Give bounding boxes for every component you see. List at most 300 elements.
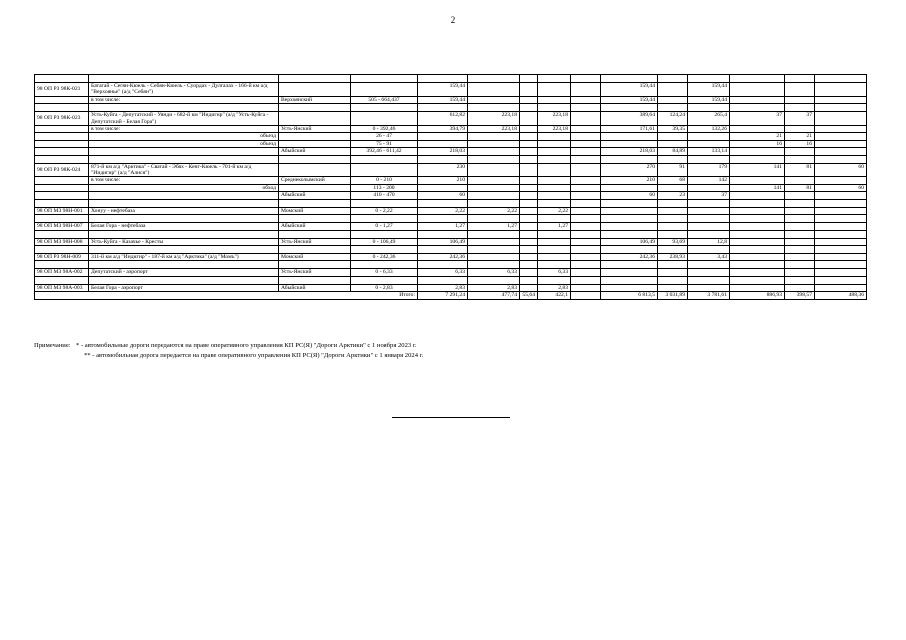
value-cell xyxy=(538,253,571,260)
blank-cell xyxy=(468,155,520,163)
blank-cell xyxy=(279,104,351,112)
blank-cell xyxy=(688,230,730,238)
blank-cell xyxy=(279,199,351,207)
value-cell xyxy=(658,83,688,97)
value-cell xyxy=(520,177,538,184)
blank-cell xyxy=(89,75,279,83)
road-code-cell: 98 ОП МЗ 98А-002 xyxy=(35,269,89,276)
blank-row xyxy=(35,215,867,223)
road-name-cell: Хонуу - нефтебаза xyxy=(89,207,279,214)
value-cell xyxy=(815,140,867,147)
km-range-cell: 113 - 200 xyxy=(351,184,418,191)
total-value-cell: 398,57 xyxy=(785,292,815,299)
value-cell: 23 xyxy=(658,192,688,199)
blank-cell xyxy=(89,276,279,284)
value-cell: 2,83 xyxy=(418,284,468,291)
value-cell xyxy=(730,207,785,214)
value-cell: 159,44 xyxy=(418,83,468,97)
blank-cell xyxy=(351,104,418,112)
value-cell xyxy=(730,126,785,133)
value-cell xyxy=(785,253,815,260)
total-value-cell: 886,93 xyxy=(730,292,785,299)
blank-cell xyxy=(785,276,815,284)
blank-cell xyxy=(468,276,520,284)
blank-cell xyxy=(658,230,688,238)
value-cell: 132,26 xyxy=(688,126,730,133)
km-range-cell: 75 - 91 xyxy=(351,140,418,147)
road-name-cell: объезд xyxy=(89,133,279,140)
page-number: 2 xyxy=(450,15,456,25)
blank-cell xyxy=(520,276,538,284)
table-row xyxy=(35,184,867,191)
value-cell xyxy=(520,140,538,147)
value-cell: 159,44 xyxy=(601,96,658,103)
blank-cell xyxy=(658,215,688,223)
road-code-cell xyxy=(35,148,89,155)
blank-cell xyxy=(658,199,688,207)
value-cell: 1,27 xyxy=(418,223,468,230)
district-cell: Среднеколымский xyxy=(279,177,351,184)
road-code-cell: 98 ОП РЗ 98К-021 xyxy=(35,83,89,97)
value-cell: 223,18 xyxy=(468,126,520,133)
road-name-cell: Белая Гора - аэропорт xyxy=(89,284,279,291)
value-cell xyxy=(815,96,867,103)
blank-cell xyxy=(571,276,601,284)
note-1: * - автомобильные дороги передаются на праве оперативного управления КП РС(Я) "Дороги Арктики" с 1 ноября 2023 г. xyxy=(76,342,417,349)
value-cell xyxy=(785,238,815,245)
blank-cell xyxy=(785,75,815,83)
total-row xyxy=(35,292,867,299)
value-cell xyxy=(785,284,815,291)
value-cell: 12,8 xyxy=(688,238,730,245)
value-cell xyxy=(601,140,658,147)
blank-cell xyxy=(468,104,520,112)
value-cell xyxy=(815,83,867,97)
blank-row xyxy=(35,155,867,163)
value-cell: 389,64 xyxy=(601,112,658,126)
value-cell xyxy=(785,148,815,155)
road-name-cell: Усть-Куйга - Депутатский - Уянди - 682-й км "Индигир" (а/д "Усть-Куйга - Депутатский - Белая Гора") xyxy=(89,112,279,126)
district-cell xyxy=(279,184,351,191)
blank-cell xyxy=(785,104,815,112)
total-value-cell: 3 031,89 xyxy=(658,292,688,299)
blank-cell xyxy=(351,155,418,163)
value-cell: 2,22 xyxy=(538,207,571,214)
road-code-cell: 98 ОП МЗ 98А-003 xyxy=(35,284,89,291)
value-cell xyxy=(601,207,658,214)
value-cell xyxy=(730,253,785,260)
blank-cell xyxy=(538,230,571,238)
blank-cell xyxy=(730,245,785,253)
blank-cell xyxy=(688,155,730,163)
value-cell: 37 xyxy=(730,112,785,126)
blank-cell xyxy=(468,230,520,238)
value-cell xyxy=(571,269,601,276)
value-cell xyxy=(571,207,601,214)
value-cell xyxy=(815,126,867,133)
value-cell xyxy=(815,207,867,214)
value-cell: 60 xyxy=(815,163,867,177)
road-name-cell: Депутатский - аэропорт xyxy=(89,269,279,276)
value-cell xyxy=(538,148,571,155)
value-cell xyxy=(520,284,538,291)
blank-cell xyxy=(730,230,785,238)
blank-cell xyxy=(351,75,418,83)
blank-cell xyxy=(730,261,785,269)
value-cell: 223,18 xyxy=(538,112,571,126)
value-cell xyxy=(730,83,785,97)
value-cell: 3,43 xyxy=(688,253,730,260)
value-cell xyxy=(418,133,468,140)
blank-cell xyxy=(538,245,571,253)
value-cell xyxy=(601,269,658,276)
table-row xyxy=(35,83,867,97)
value-cell: 394,79 xyxy=(418,126,468,133)
road-code-cell xyxy=(35,133,89,140)
blank-cell xyxy=(688,276,730,284)
value-cell xyxy=(688,223,730,230)
blank-cell xyxy=(89,245,279,253)
value-cell xyxy=(538,96,571,103)
value-cell: 179 xyxy=(688,163,730,177)
value-cell xyxy=(538,163,571,177)
blank-row xyxy=(35,230,867,238)
blank-cell xyxy=(468,245,520,253)
value-cell xyxy=(468,184,520,191)
blank-cell xyxy=(785,155,815,163)
blank-cell xyxy=(89,199,279,207)
value-cell xyxy=(658,284,688,291)
value-cell xyxy=(730,96,785,103)
value-cell: 265,4 xyxy=(688,112,730,126)
value-cell xyxy=(468,96,520,103)
km-range-cell: 0 - 210 xyxy=(351,177,418,184)
blank-cell xyxy=(538,155,571,163)
value-cell xyxy=(468,140,520,147)
blank-cell xyxy=(571,261,601,269)
blank-cell xyxy=(815,104,867,112)
km-range-cell: 0 - 6,33 xyxy=(351,269,418,276)
value-cell xyxy=(571,163,601,177)
blank-cell xyxy=(730,155,785,163)
blank-cell xyxy=(601,276,658,284)
district-cell xyxy=(279,163,351,177)
district-cell: Абыйский xyxy=(279,223,351,230)
blank-cell xyxy=(815,199,867,207)
value-cell xyxy=(571,177,601,184)
blank-cell xyxy=(571,230,601,238)
blank-row xyxy=(35,245,867,253)
value-cell: 210 xyxy=(601,177,658,184)
value-cell xyxy=(468,148,520,155)
value-cell xyxy=(571,140,601,147)
district-cell: Момский xyxy=(279,253,351,260)
blank-cell xyxy=(89,230,279,238)
value-cell xyxy=(468,83,520,97)
blank-cell xyxy=(418,199,468,207)
blank-cell xyxy=(351,199,418,207)
km-range-cell: 0 - 392,46 xyxy=(351,126,418,133)
blank-cell xyxy=(601,245,658,253)
value-cell xyxy=(658,133,688,140)
value-cell xyxy=(730,284,785,291)
blank-cell xyxy=(601,75,658,83)
road-name-cell: Белая Гора - нефтебаза xyxy=(89,223,279,230)
value-cell xyxy=(520,192,538,199)
blank-cell xyxy=(468,199,520,207)
value-cell: 133,14 xyxy=(688,148,730,155)
value-cell xyxy=(658,207,688,214)
value-cell xyxy=(538,133,571,140)
blank-cell xyxy=(730,104,785,112)
blank-cell xyxy=(688,261,730,269)
value-cell xyxy=(785,177,815,184)
value-cell xyxy=(538,184,571,191)
value-cell xyxy=(520,148,538,155)
value-cell xyxy=(815,253,867,260)
blank-cell xyxy=(730,276,785,284)
blank-cell xyxy=(538,75,571,83)
blank-cell xyxy=(730,75,785,83)
value-cell: 60 xyxy=(815,184,867,191)
value-cell: 223,18 xyxy=(538,126,571,133)
value-cell xyxy=(520,112,538,126)
value-cell xyxy=(730,148,785,155)
blank-cell xyxy=(571,245,601,253)
road-code-cell: 98 ОП РЗ 98К-023 xyxy=(35,112,89,126)
value-cell: 16 xyxy=(730,140,785,147)
km-range-cell: 0 - 2,22 xyxy=(351,207,418,214)
value-cell xyxy=(785,96,815,103)
blank-cell xyxy=(418,75,468,83)
value-cell: 1,27 xyxy=(538,223,571,230)
value-cell xyxy=(815,269,867,276)
value-cell: 238,93 xyxy=(658,253,688,260)
value-cell xyxy=(785,223,815,230)
value-cell xyxy=(520,207,538,214)
value-cell xyxy=(688,133,730,140)
value-cell: 124,24 xyxy=(658,112,688,126)
total-label: Итого: xyxy=(35,292,418,299)
blank-row xyxy=(35,75,867,83)
km-range-cell: 26 - 47 xyxy=(351,133,418,140)
value-cell xyxy=(785,207,815,214)
road-code-cell: 98 ОП МЗ 98Н-008 xyxy=(35,238,89,245)
total-value-cell: 477,74 xyxy=(468,292,520,299)
value-cell: 6,33 xyxy=(418,269,468,276)
value-cell: 91 xyxy=(658,163,688,177)
blank-cell xyxy=(571,104,601,112)
blank-cell xyxy=(688,215,730,223)
value-cell: 2,83 xyxy=(538,284,571,291)
table-row xyxy=(35,284,867,291)
value-cell xyxy=(571,223,601,230)
km-range-cell: 0 - 1,27 xyxy=(351,223,418,230)
value-cell xyxy=(520,253,538,260)
value-cell xyxy=(538,83,571,97)
km-range-cell: 0 - 242,36 xyxy=(351,253,418,260)
value-cell xyxy=(785,192,815,199)
blank-row xyxy=(35,261,867,269)
blank-cell xyxy=(520,215,538,223)
blank-cell xyxy=(785,230,815,238)
value-cell: 141 xyxy=(730,163,785,177)
road-code-cell xyxy=(35,96,89,103)
road-name-cell: в том числе: xyxy=(89,126,279,133)
value-cell xyxy=(815,148,867,155)
blank-row xyxy=(35,276,867,284)
blank-cell xyxy=(730,199,785,207)
value-cell xyxy=(730,177,785,184)
value-cell: 60 xyxy=(418,192,468,199)
blank-cell xyxy=(351,215,418,223)
total-value-cell: 55,64 xyxy=(520,292,538,299)
blank-cell xyxy=(279,276,351,284)
value-cell xyxy=(571,133,601,140)
district-cell: Верхоянский xyxy=(279,96,351,103)
blank-cell xyxy=(351,276,418,284)
km-range-cell: 0 - 2,83 xyxy=(351,284,418,291)
value-cell xyxy=(571,238,601,245)
table-row xyxy=(35,253,867,260)
blank-cell xyxy=(351,245,418,253)
total-value-cell: 7 291,24 xyxy=(418,292,468,299)
value-cell: 270 xyxy=(601,163,658,177)
value-cell: 16 xyxy=(785,140,815,147)
blank-cell xyxy=(538,199,571,207)
value-cell xyxy=(571,284,601,291)
road-name-cell xyxy=(89,148,279,155)
table-row xyxy=(35,223,867,230)
blank-row xyxy=(35,104,867,112)
notes-label: Примечание: xyxy=(34,342,71,349)
blank-cell xyxy=(279,215,351,223)
value-cell xyxy=(688,207,730,214)
table-row xyxy=(35,112,867,126)
value-cell xyxy=(520,269,538,276)
blank-cell xyxy=(688,75,730,83)
blank-cell xyxy=(418,215,468,223)
value-cell: 242,36 xyxy=(418,253,468,260)
value-cell xyxy=(571,184,601,191)
value-cell xyxy=(468,163,520,177)
blank-cell xyxy=(89,155,279,163)
value-cell: 39,35 xyxy=(658,126,688,133)
value-cell xyxy=(538,192,571,199)
value-cell: 230 xyxy=(418,163,468,177)
value-cell: 6,33 xyxy=(538,269,571,276)
road-code-cell xyxy=(35,192,89,199)
table-row xyxy=(35,133,867,140)
value-cell xyxy=(730,192,785,199)
value-cell: 93,69 xyxy=(658,238,688,245)
blank-cell xyxy=(688,104,730,112)
blank-cell xyxy=(35,155,89,163)
km-range-cell: 392,46 - 611,42 xyxy=(351,148,418,155)
km-range-cell xyxy=(351,163,418,177)
blank-cell xyxy=(520,75,538,83)
value-cell: 2,83 xyxy=(468,284,520,291)
value-cell xyxy=(658,96,688,103)
km-range-cell: 410 - 470 xyxy=(351,192,418,199)
value-cell: 159,44 xyxy=(688,96,730,103)
total-value-cell: 422,1 xyxy=(538,292,571,299)
value-cell xyxy=(658,223,688,230)
value-cell: 6,33 xyxy=(468,269,520,276)
value-cell: 68 xyxy=(658,177,688,184)
table-row xyxy=(35,126,867,133)
value-cell xyxy=(571,192,601,199)
blank-cell xyxy=(418,230,468,238)
value-cell: 159,44 xyxy=(601,83,658,97)
blank-cell xyxy=(35,261,89,269)
value-cell: 159,44 xyxy=(688,83,730,97)
value-cell: 2,22 xyxy=(418,207,468,214)
table-row xyxy=(35,207,867,214)
blank-cell xyxy=(468,215,520,223)
blank-cell xyxy=(571,155,601,163)
roads-table xyxy=(34,74,867,300)
road-name-cell: Усть-Куйга - Казачье - Кресты xyxy=(89,238,279,245)
road-code-cell xyxy=(35,140,89,147)
value-cell xyxy=(468,177,520,184)
value-cell xyxy=(520,83,538,97)
blank-cell xyxy=(601,104,658,112)
value-cell xyxy=(730,238,785,245)
road-code-cell: 98 ОП МЗ 98Н-007 xyxy=(35,223,89,230)
blank-cell xyxy=(468,75,520,83)
value-cell: 242,36 xyxy=(601,253,658,260)
blank-cell xyxy=(571,215,601,223)
blank-cell xyxy=(538,215,571,223)
blank-cell xyxy=(815,276,867,284)
value-cell xyxy=(520,223,538,230)
blank-cell xyxy=(418,245,468,253)
blank-cell xyxy=(815,245,867,253)
blank-cell xyxy=(815,215,867,223)
value-cell xyxy=(538,140,571,147)
km-range-cell xyxy=(351,112,418,126)
table-row xyxy=(35,192,867,199)
value-cell xyxy=(688,284,730,291)
value-cell: 218,03 xyxy=(601,148,658,155)
blank-cell xyxy=(571,199,601,207)
blank-cell xyxy=(35,199,89,207)
blank-cell xyxy=(601,199,658,207)
blank-cell xyxy=(730,215,785,223)
value-cell: 21 xyxy=(785,133,815,140)
value-cell xyxy=(571,83,601,97)
blank-cell xyxy=(279,261,351,269)
blank-cell xyxy=(785,199,815,207)
value-cell xyxy=(520,96,538,103)
blank-cell xyxy=(35,245,89,253)
district-cell: Абыйский xyxy=(279,284,351,291)
value-cell xyxy=(571,148,601,155)
blank-cell xyxy=(418,261,468,269)
road-name-cell: объезд xyxy=(89,140,279,147)
value-cell: 210 xyxy=(418,177,468,184)
blank-cell xyxy=(418,104,468,112)
road-name-cell: Батагай - Сегян-Кюель - Себян-Кюель - Суордах - Дулгалах - 166-й км а/д "Верхоянье" (а/д "Себян") xyxy=(89,83,279,97)
value-cell: 141 xyxy=(730,184,785,191)
road-name-cell: в том числе: xyxy=(89,177,279,184)
value-cell: 37 xyxy=(688,192,730,199)
blank-cell xyxy=(35,215,89,223)
blank-cell xyxy=(520,104,538,112)
value-cell xyxy=(571,96,601,103)
value-cell xyxy=(815,112,867,126)
